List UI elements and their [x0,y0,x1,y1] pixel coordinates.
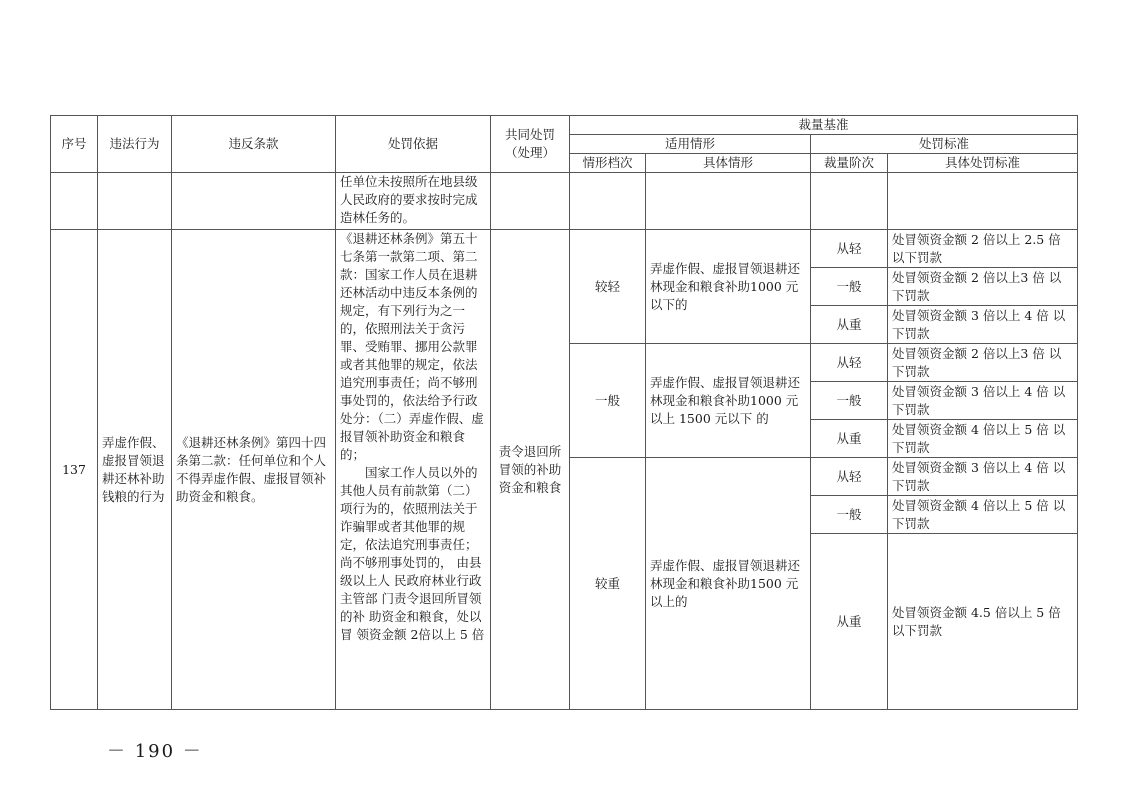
record-joint: 责令退回所冒领的补助资金和粮食 [491,230,570,710]
group2-stage1: 从轻 [811,344,888,382]
cont-stage [811,173,888,230]
group3-standard2: 处冒领资金额 4 倍以上 5 倍 以下罚款 [888,496,1078,534]
group3-standard3: 处冒领资金额 4.5 倍以上 5 倍 以下罚款 [888,534,1078,710]
record-clause: 《退耕还林条例》第四十四条第二款：任何单位和个人不得弄虚作假、虚报冒领补助资金和粮食。 [172,230,336,710]
group1-standard2: 处冒领资金额 2 倍以上3 倍 以下罚款 [888,268,1078,306]
group2-stage3: 从重 [811,420,888,458]
group1-stage1: 从轻 [811,230,888,268]
group3-situation: 弄虚作假、虚报冒领退耕还林现金和粮食补助1500 元以上的 [646,458,811,710]
record-basis-part2: 国家工作人员以外的其他人员有前款第（二）项行为的，依照刑法关于诈骗罪或者其他罪的规定，依法追究刑事责任；尚不够刑事处罚的， 由县级以上人 民政府林业行政主管部 门责令退回所冒领的补 助资金和粮食，处以冒 领资金额 2倍以上 5 倍 [340,465,485,642]
cont-basis: 任单位未按照所在地县级人民政府的要求按时完成造林任务的。 [336,173,491,230]
header-basis: 处罚依据 [336,116,491,173]
header-level: 情形档次 [570,154,646,173]
cont-standard [888,173,1078,230]
group2-standard3: 处冒领资金额 4 倍以上 5 倍 以下罚款 [888,420,1078,458]
group3-level: 较重 [570,458,646,710]
header-specific: 具体情形 [646,154,811,173]
header-joint: 共同处罚（处理） [491,116,570,173]
cont-clause [172,173,336,230]
discretion-table [50,115,1078,710]
group3-standard1: 处冒领资金额 3 倍以上 4 倍 以下罚款 [888,458,1078,496]
header-clause: 违反条款 [172,116,336,173]
cont-situation [646,173,811,230]
group3-stage1: 从轻 [811,458,888,496]
cont-joint [491,173,570,230]
cont-seq [51,173,98,230]
header-applicable: 适用情形 [570,135,811,154]
group2-stage2: 一般 [811,382,888,420]
group2-standard1: 处冒领资金额 2 倍以上3 倍 以下罚款 [888,344,1078,382]
header-standard: 处罚标准 [811,135,1078,154]
group3-stage2: 一般 [811,496,888,534]
group1-level: 较轻 [570,230,646,344]
group1-stage2: 一般 [811,268,888,306]
header-act: 违法行为 [98,116,172,173]
group3-stage3: 从重 [811,534,888,710]
cont-level [570,173,646,230]
header-discretion: 裁量基准 [570,116,1078,135]
record-seq: 137 [51,230,98,710]
cont-act [98,173,172,230]
header-seq: 序号 [51,116,98,173]
group1-standard3: 处冒领资金额 3 倍以上 4 倍 以下罚款 [888,306,1078,344]
header-stage: 裁量阶次 [811,154,888,173]
page-number: － 190 － [107,741,203,762]
record-basis-part1: 《退耕还林条例》第五十七条第一款第二项、第二款：国家工作人员在退耕还林活动中违反本条例的规定，有下列行为之一的，依照刑法关于贪污罪、受贿罪、挪用公款罪或者其他罪的规定，依法追究刑事责任；尚不够刑事处罚的，依法给予行政处分：（二）弄虚作假、虚报冒领补助资金和粮食的； [340,231,484,462]
group2-level: 一般 [570,344,646,458]
header-specific-std: 具体处罚标准 [888,154,1078,173]
group2-standard2: 处冒领资金额 3 倍以上 4 倍 以下罚款 [888,382,1078,420]
group1-standard1: 处冒领资金额 2 倍以上 2.5 倍 以下罚款 [888,230,1078,268]
record-basis [336,230,491,710]
group1-stage3: 从重 [811,306,888,344]
group1-situation: 弄虚作假、虚报冒领退耕还林现金和粮食补助1000 元以下的 [646,230,811,344]
group2-situation: 弄虚作假、虚报冒领退耕还林现金和粮食补助1000 元以上 1500 元以下 的 [646,344,811,458]
record-act: 弄虚作假、虚报冒领退耕还林补助钱粮的行为 [98,230,172,710]
